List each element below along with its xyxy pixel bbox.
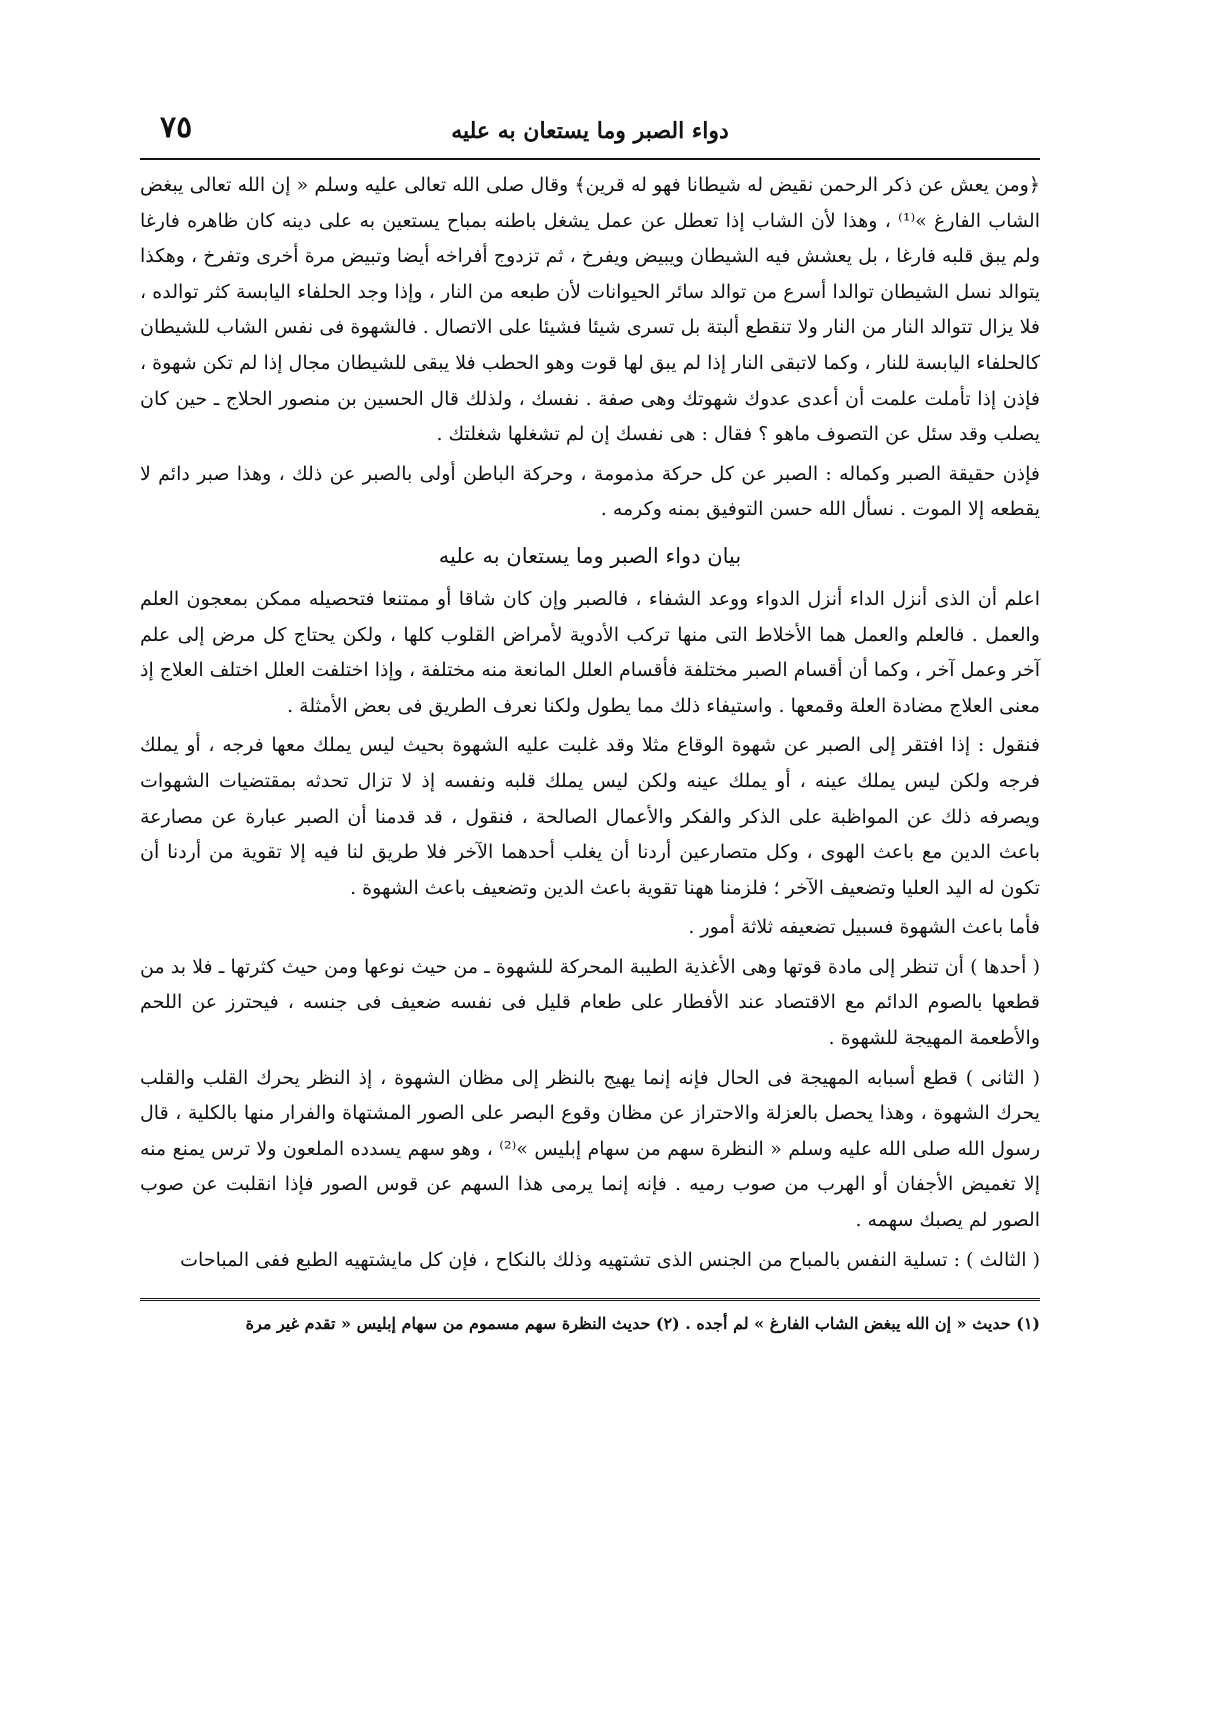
header-rule [140,158,1040,160]
paragraph: ﴿ومن يعش عن ذكر الرحمن نقيض له شيطانا فهو له قرين﴾ وقال صلى الله تعالى عليه وسلم « إن الله تعالى يبغض الشاب الفارغ »⁽¹⁾ ، وهذا لأن الشاب إذا تعطل عن عمل يشغل باطنه بمباح يستعين به على دينه كان ظاهره فارغا ولم يبق قلبه فارغا ، بل يعشش فيه الشيطان ويبيض ويفرخ ، ثم تزدوج أفراخه أيضا وتبيض مرة أخرى وتفرخ ، وهكذا يتوالد نسل الشيطان توالدا أسرع من توالد سائر الحيوانات لأن طبعه من النار ، وإذا وجد الحلفاء اليابسة كثر توالده ، فلا يزال تتوالد النار من النار ولا تنقطع ألبتة بل تسرى شيئا فشيئا على الاتصال . فالشهوة فى نفس الشاب للشيطان كالحلفاء اليابسة للنار ، وكما لاتبقى النار إذا لم يبق لها قوت وهو الحطب فلا يبقى للشيطان مجال إذا لم تكن شهوة ، فإذن إذا تأملت علمت أن أعدى عدوك شهوتك وهى صفة . نفسك ، ولذلك قال الحسين بن منصور الحلاج ـ حين كان يصلب وقد سئل عن التصوف ماهو ؟ فقال : هى نفسك إن لم تشغلها شغلتك . [140,174,1040,446]
text-body [140,168,1040,1278]
running-title: دواء الصبر وما يستعان به عليه [451,118,729,144]
footnotes: (١) حديث « إن الله يبغض الشاب الفارغ » لم أجده . (٢) حديث النظرة سهم مسموم من سهام إبليس « تقدم غير مرة [245,1314,1040,1334]
page-number: ٧٥ [160,110,193,145]
paragraph: فأما باعث الشهوة فسبيل تضعيفه ثلاثة أمور . [688,916,1040,939]
section-heading: بيان دواء الصبر وما يستعان به عليه [438,543,742,568]
paragraph: فإذن حقيقة الصبر وكماله : الصبر عن كل حركة مذمومة ، وحركة الباطن أولى بالصبر عن ذلك ، وهذا صبر دائم لا يقطعه إلا الموت . نسأل الله حسن التوفيق بمنه وكرمه . [140,462,1040,521]
footnote-rule [140,1298,1040,1301]
paragraph: ( الثانى ) قطع أسبابه المهيجة فى الحال فإنه إنما يهيج بالنظر إلى مظان الشهوة ، إذ النظر يحرك القلب والقلب يحرك الشهوة ، وهذا يحصل بالعزلة والاحتراز عن مظان وقوع البصر على الصور المشتهاة والفرار منها بالكلية ، قال رسول الله صلى الله عليه وسلم « النظرة سهم من سهام إبليس »⁽²⁾ ، وهو سهم يسدده الملعون ولا ترس يمنع منه إلا تغميض الأجفان أو الهرب من صوب رميه . فإنه إنما يرمى هذا السهم عن قوس الصور فإذا انقلبت عن صوب الصور لم يصبك سهمه . [140,1066,1040,1232]
paragraph: اعلم أن الذى أنزل الداء أنزل الدواء ووعد الشفاء ، فالصبر وإن كان شاقا أو ممتنعا فتحصيله ممكن بمعجون العلم والعمل . فالعلم والعمل هما الأخلاط التى منها تركب الأدوية لأمراض القلوب كلها ، ولكن يحتاج كل مرض إلى علم آخر وعمل آخر ، وكما أن أقسام الصبر مختلفة فأقسام العلل المانعة منه مختلفة ، وإذا اختلفت العلل اختلف العلاج إذ معنى العلاج مضادة العلة وقمعها . واستيفاء ذلك مما يطول ولكنا نعرف الطريق فى بعض الأمثلة . [140,587,1040,717]
paragraph: ( أحدها ) أن تنظر إلى مادة قوتها وهى الأغذية الطيبة المحركة للشهوة ـ من حيث نوعها ومن حيث كثرتها ـ فلا بد من قطعها بالصوم الدائم مع الاقتصاد عند الأفطار على طعام قليل فى نفسه ضعيف فى جنسه ، فيحترز عن اللحم والأطعمة المهيجة للشهوة . [140,955,1040,1050]
paragraph: فنقول : إذا افتقر إلى الصبر عن شهوة الوقاع مثلا وقد غلبت عليه الشهوة بحيث ليس يملك معها فرجه ، أو يملك فرجه ولكن ليس يملك عينه ، أو يملك عينه ولكن ليس يملك قلبه ونفسه إذ لا تزال تحدثه بمقتضيات الشهوات ويصرفه ذلك عن المواظبة على الذكر والفكر والأعمال الصالحة ، فنقول ، قد قدمنا أن الصبر عبارة عن مصارعة باعث الدين مع باعث الهوى ، وكل متصارعين أردنا أن يغلب أحدهما الآخر فلا طريق لنا فيه إلا تقوية من أردنا أن تكون له اليد العليا وتضعيف الآخر ؛ فلزمنا ههنا تقوية باعث الدين وتضعيف باعث الشهوة . [140,734,1040,899]
page-header [140,110,1040,158]
paragraph: ( الثالث ) : تسلية النفس بالمباح من الجنس الذى تشتهيه وذلك بالنكاح ، فإن كل مايشتهيه الطبع ففى المباحات [180,1248,1040,1271]
book-page [140,110,1040,1337]
